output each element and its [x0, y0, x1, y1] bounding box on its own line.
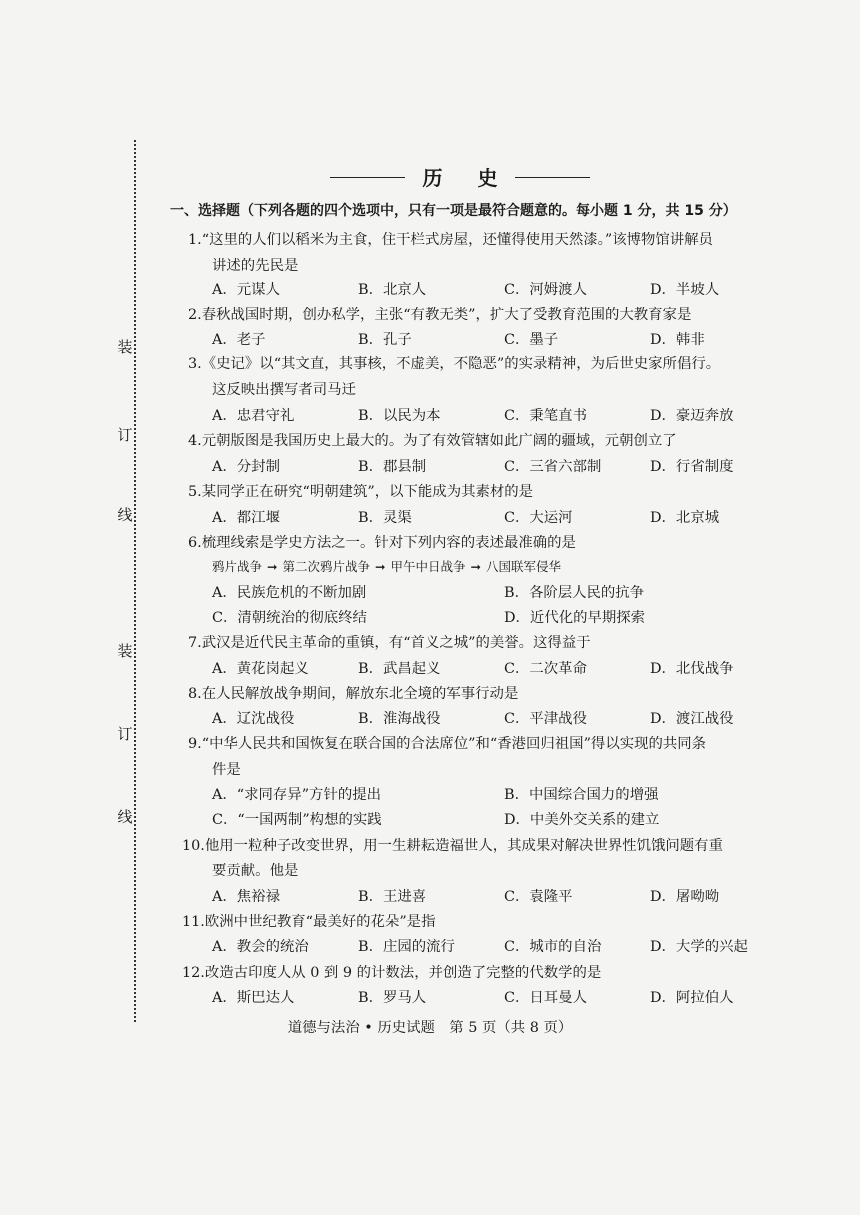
q3-option-d: D．豪迈奔放	[650, 408, 734, 424]
binding-label: 线	[117, 506, 133, 524]
binding-dotted-line	[134, 140, 136, 1022]
q8-option-a: A．辽沈战役	[212, 711, 295, 727]
q8-option-d: D．渡江战役	[650, 711, 734, 727]
q12-option-d: D．阿拉伯人	[650, 990, 734, 1006]
q9-option-c: C．“一国两制”构想的实践	[212, 812, 382, 828]
question-1-line-1: 1.“这里的人们以稻米为主食，住干栏式房屋，还懂得使用天然漆。”该博物馆讲解员	[188, 232, 713, 248]
question-2-line-1: 2.春秋战国时期，创办私学，主张“有教无类”，扩大了受教育范围的大教育家是	[188, 307, 692, 323]
binding-label: 订	[117, 725, 133, 743]
question-12-line-1: 12.改造古印度人从 0 到 9 的计数法，并创造了完整的代数学的是	[182, 965, 602, 981]
q9-option-d: D．中美外交关系的建立	[504, 812, 660, 828]
binding-label: 线	[117, 808, 133, 826]
question-11-line-1: 11.欧洲中世纪教育“最美好的花朵”是指	[182, 914, 436, 930]
q2-option-b: B．孔子	[358, 332, 412, 348]
arrow-right-icon: ➞	[375, 559, 386, 574]
q3-option-b: B．以民为本	[358, 408, 441, 424]
q4-option-b: B．郡县制	[358, 459, 427, 475]
q7-option-c: C．二次革命	[504, 661, 587, 677]
title-rule-left	[330, 177, 405, 178]
q8-option-b: B．淮海战役	[358, 711, 441, 727]
q3-option-a: A．忠君守礼	[212, 408, 295, 424]
question-1-line-2: 讲述的先民是	[212, 258, 299, 274]
q10-option-c: C．袁隆平	[504, 889, 573, 905]
q6-option-a: A．民族危机的不断加剧	[212, 585, 367, 601]
section-header: 一、选择题（下列各题的四个选项中，只有一项是最符合题意的。每小题 1 分，共 15 分）	[170, 203, 737, 219]
q1-option-c: C．河姆渡人	[504, 282, 587, 298]
chain-event: 八国联军侵华	[486, 559, 562, 574]
q12-option-a: A．斯巴达人	[212, 990, 295, 1006]
q10-option-d: D．屠呦呦	[650, 889, 720, 905]
q5-option-c: C．大运河	[504, 510, 573, 526]
q9-option-a: A．“求同存异”方针的提出	[212, 787, 382, 803]
question-10-line-1: 10.他用一粒种子改变世界，用一生耕耘造福世人，其成果对解决世界性饥饿问题有重	[182, 838, 723, 854]
q11-option-b: B．庄园的流行	[358, 939, 455, 955]
q2-option-a: A．老子	[212, 332, 266, 348]
q10-option-b: B．王进喜	[358, 889, 427, 905]
q6-option-b: B．各阶层人民的抗争	[504, 585, 645, 601]
q11-option-d: D．大学的兴起	[650, 939, 748, 955]
q7-option-b: B．武昌起义	[358, 661, 441, 677]
q10-option-a: A．焦裕禄	[212, 889, 280, 905]
q6-option-c: C．清朝统治的彻底终结	[212, 610, 367, 626]
binding-label: 订	[117, 426, 133, 444]
page-footer: 道德与法治 • 历史试题 第 5 页（共 8 页）	[287, 1020, 573, 1036]
question-9-line-2: 件是	[212, 762, 241, 778]
q12-option-b: B．罗马人	[358, 990, 427, 1006]
q2-option-c: C．墨子	[504, 332, 559, 348]
arrow-right-icon: ➞	[470, 559, 481, 574]
binding-label: 装	[117, 338, 133, 356]
q2-option-d: D．韩非	[650, 332, 705, 348]
arrow-right-icon: ➞	[267, 559, 278, 574]
chain-event: 甲午中日战争	[390, 559, 466, 574]
question-4-line-1: 4.元朝版图是我国历史上最大的。为了有效管辖如此广阔的疆域，元朝创立了	[188, 433, 677, 449]
page-title	[330, 160, 590, 192]
question-6-line-1: 6.梳理线索是学史方法之一。针对下列内容的表述最准确的是	[188, 535, 576, 551]
q8-option-c: C．平津战役	[504, 711, 587, 727]
question-5-line-1: 5.某同学正在研究“明朝建筑”，以下能成为其素材的是	[188, 484, 534, 500]
q4-option-a: A．分封制	[212, 459, 280, 475]
question-10-line-2: 要贡献。他是	[212, 863, 299, 879]
q11-option-a: A．教会的统治	[212, 939, 309, 955]
q4-option-c: C．三省六部制	[504, 459, 602, 475]
q9-option-b: B．中国综合国力的增强	[504, 787, 659, 803]
q1-option-b: B．北京人	[358, 282, 427, 298]
q4-option-d: D．行省制度	[650, 459, 734, 475]
chain-event: 鸦片战争	[212, 559, 263, 574]
q1-option-d: D．半坡人	[650, 282, 720, 298]
subject-title: 历 史	[422, 165, 512, 190]
q1-option-a: A．元谋人	[212, 282, 280, 298]
question-7-line-1: 7.武汉是近代民主革命的重镇，有“首义之城”的美誉。这得益于	[188, 635, 591, 651]
q12-option-c: C．日耳曼人	[504, 990, 587, 1006]
q11-option-c: C．城市的自治	[504, 939, 602, 955]
question-9-line-1: 9.“中华人民共和国恢复在联合国的合法席位”和“香港回归祖国”得以实现的共同条	[188, 736, 707, 752]
question-8-line-1: 8.在人民解放战争期间，解放东北全境的军事行动是	[188, 686, 519, 702]
chain-event: 第二次鸦片战争	[282, 559, 371, 574]
title-rule-right	[515, 177, 590, 178]
question-3-line-1: 3.《史记》以“其文直，其事核，不虚美，不隐恶”的实录精神，为后世史家所倡行。	[188, 356, 721, 372]
q6-option-d: D．近代化的早期探索	[504, 610, 646, 626]
q5-option-d: D．北京城	[650, 510, 720, 526]
binding-label: 装	[117, 642, 133, 660]
q7-option-a: A．黄花岗起义	[212, 661, 309, 677]
q6-event-chain	[212, 557, 561, 575]
question-3-line-2: 这反映出撰写者司马迁	[212, 382, 356, 398]
q3-option-c: C．秉笔直书	[504, 408, 587, 424]
q7-option-d: D．北伐战争	[650, 661, 734, 677]
q5-option-a: A．都江堰	[212, 510, 280, 526]
q5-option-b: B．灵渠	[358, 510, 412, 526]
